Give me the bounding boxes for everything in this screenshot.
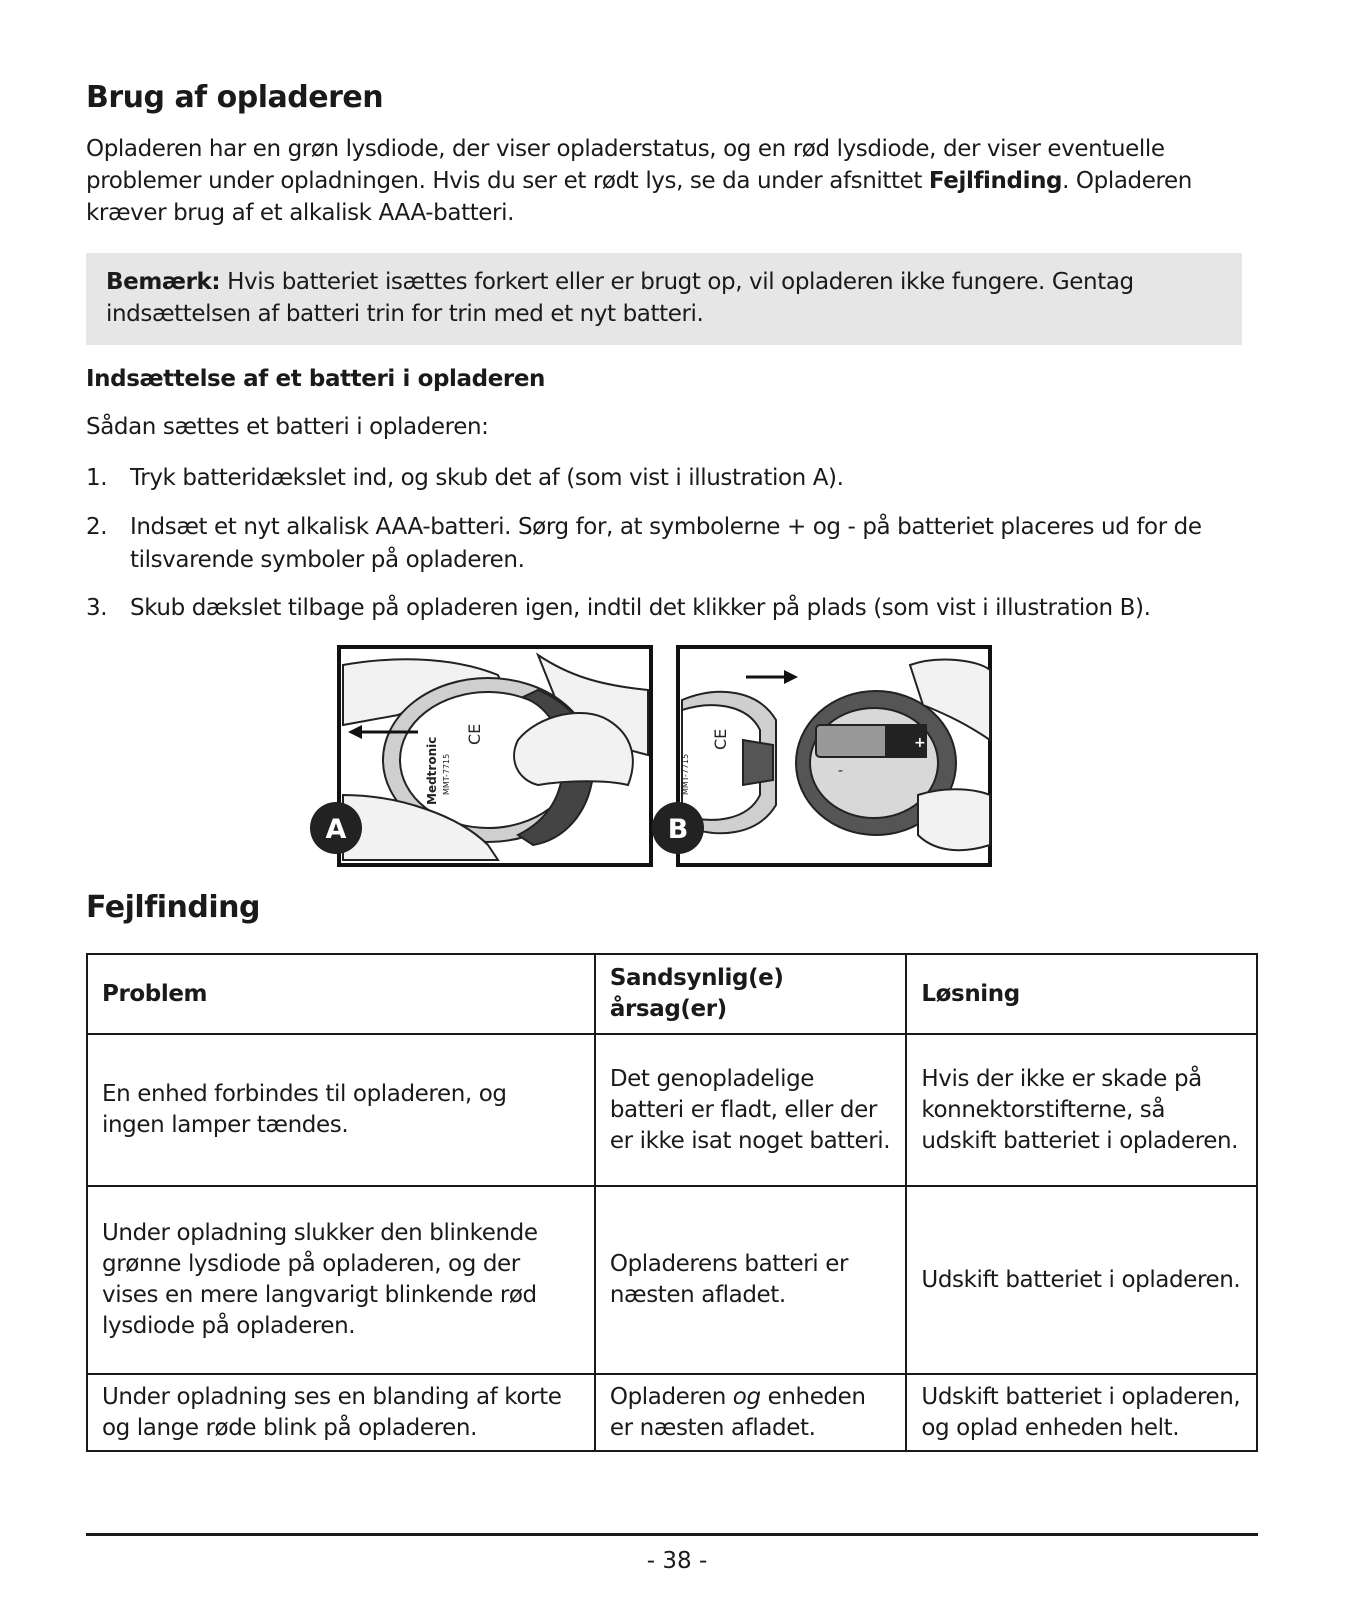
- illustration-b-label: B: [667, 814, 689, 845]
- cell-cause: Opladerens batteri er næsten afladet.: [595, 1186, 907, 1374]
- cell-problem: Under opladning slukker den blinkende grønne lysdiode på opladeren, og der vises en mere langvarigt blinkende rød lysdiode på opladeren.: [87, 1186, 595, 1374]
- step-text: Indsæt et nyt alkalisk AAA-batteri. Sørg for, at symbolerne + og - på batteriet placeres ud for de tilsvarende symboler på opladeren.: [130, 514, 1202, 573]
- table-row: [87, 1186, 1257, 1374]
- cell-problem: Under opladning ses en blanding af korte og lange røde blink på opladeren.: [87, 1374, 595, 1451]
- page-number: - 38 -: [646, 1548, 708, 1574]
- intro-text-2: . Opladeren kræver brug af et alkalisk AAA-batteri.: [86, 168, 1192, 226]
- header-problem: Problem: [87, 954, 595, 1034]
- insertion-intro: Sådan sættes et batteri i opladeren:: [86, 414, 489, 440]
- brand-text: Medtronic: [425, 736, 439, 805]
- cause-text-2: enheden er næsten afladet.: [609, 1383, 866, 1441]
- note-text: Hvis batteriet isættes forkert eller er brugt op, vil opladeren ikke fungere. Gentag indsættelsen af batteri trin for trin med et nyt batteri.: [106, 269, 1134, 327]
- step-text: Tryk batteridækslet ind, og skub det af (som vist i illustration A).: [130, 465, 844, 491]
- note-label: Bemærk:: [106, 269, 221, 295]
- footer-rule: [86, 1533, 1258, 1536]
- step-text: Skub dækslet tilbage på opladeren igen, indtil det klikker på plads (som vist i illustration B).: [130, 595, 1151, 621]
- step-number: 1.: [86, 465, 108, 491]
- table-row: [87, 1034, 1257, 1186]
- ce-mark: CE: [465, 723, 484, 745]
- cause-italic: og: [732, 1383, 761, 1410]
- troubleshooting-link-text: Fejlfinding: [928, 168, 1063, 194]
- intro-text-1: Opladeren har en grøn lysdiode, der viser opladerstatus, og en rød lysdiode, der viser eventuelle problemer under opladningen. Hvis du ser et rødt lys, se da under afsnittet: [86, 136, 1165, 194]
- cause-text-1: Opladeren: [609, 1383, 733, 1410]
- step-number: 2.: [86, 514, 108, 540]
- ce-mark: CE: [711, 728, 730, 750]
- cell-cause: [595, 1374, 907, 1451]
- step-number: 3.: [86, 595, 108, 621]
- troubleshooting-table: [86, 953, 1258, 1452]
- illustration-a-label: A: [325, 814, 347, 845]
- cell-cause: Det genopladelige batteri er fladt, eller der er ikke isat noget batteri.: [595, 1034, 907, 1186]
- header-solution: Løsning: [906, 954, 1257, 1034]
- illustration-a: [308, 645, 654, 877]
- insertion-heading: Indsættelse af et batteri i opladeren: [86, 366, 546, 392]
- illustration-b: [648, 645, 1000, 877]
- slot-minus: -: [838, 763, 844, 779]
- note-box: [86, 253, 1242, 345]
- cell-solution: Hvis der ikke er skade på konnektorstifterne, så udskift batteriet i opladeren.: [906, 1034, 1257, 1186]
- table-row: [87, 1374, 1257, 1451]
- cell-solution: Udskift batteriet i opladeren, og oplad enheden helt.: [906, 1374, 1257, 1451]
- model-text: MMT-7715: [681, 753, 690, 795]
- intro-paragraph: [86, 133, 1266, 229]
- battery-plus: +: [914, 735, 926, 751]
- header-cause: Sandsynlig(e) årsag(er): [595, 954, 907, 1034]
- cell-solution: Udskift batteriet i opladeren.: [906, 1186, 1257, 1374]
- cell-problem: En enhed forbindes til opladeren, og ingen lamper tændes.: [87, 1034, 595, 1186]
- table-header-row: [87, 954, 1257, 1034]
- section-title-charger: Brug af opladeren: [86, 80, 384, 115]
- section-title-troubleshooting: Fejlfinding: [86, 890, 260, 925]
- model-text: MMT-7715: [442, 753, 451, 795]
